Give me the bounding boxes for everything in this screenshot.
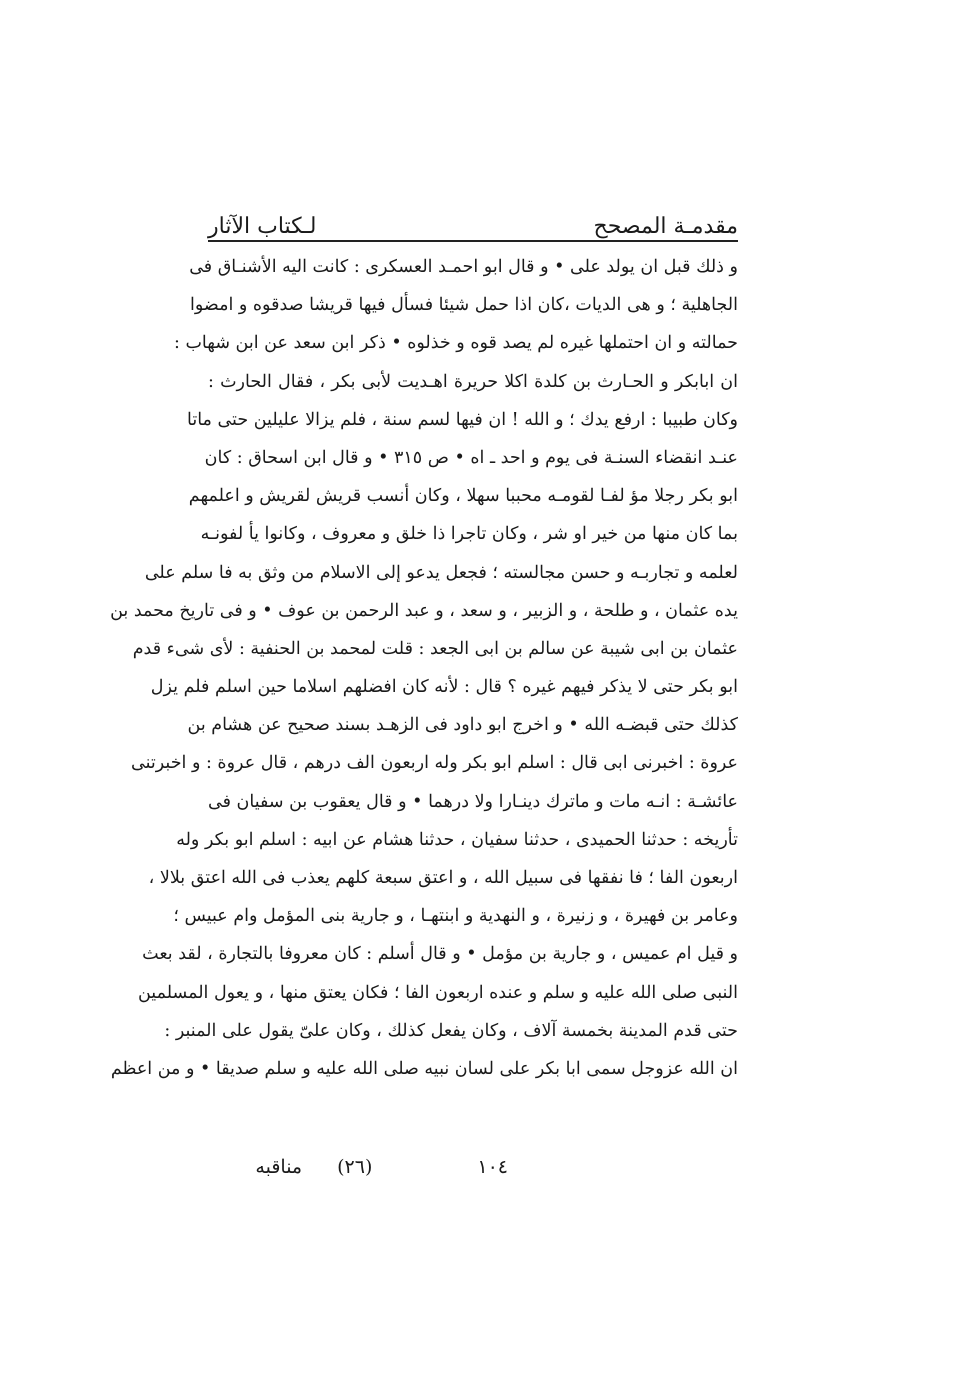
text-line: الجاهلية ؛ و هى الديات ،كان اذا حمل شيئا فسأل فيها قريشا صدقوه و امضوا [190,295,738,316]
text-line: عروة : اخبرنى ابى قال : اسلم ابو بكر وله اربعون الف درهم ، قال عروة : و اخبرتنى [131,753,738,774]
text-line: ان الله عزوجل سمى ابا بكر على لسان نبيه صلى الله عليه و سلم صديقا • و من اعظم [110,1058,738,1079]
text-line: يده عثمان ، و طلحة ، و الزبير ، و سعد ، و عبد الرحمن بن عوف • و فى تاريخ محمد بن [110,600,738,621]
text-line: عائشـة : انـه مات و ماترك دينـارا ولا درهما • و قال يعقوب بن سفيان فى [208,791,738,812]
text-line: ابو بكر حتى لا يذكر فيهم غيره ؟ قال : لأنه كان افضلهم اسلاما حين اسلم فلم يزل [150,677,738,698]
text-line: تأريخه : حدثنا الحميدى ، حدثنا سفيان ، حدثنا هشام عن ابيه : اسلم ابو بكر وله [176,829,738,850]
body-text [110,248,738,1088]
text-line: لعلمه و تجاربـه و حسن مجالسته ؛ فجعل يدعو إلى الاسلام من وثق به فا سلم على [144,562,738,583]
text-line: وكان طبيبا : ارفع يدك ؛ و الله ! ان فيها لسم سنة ، فلم يزالا عليلين حتى ماتا [187,409,738,430]
text-line: ان ابابكر و الحـارث بن كلدة اكلا حريرة اهـديت لأبى بكر ، فقال الحارث : [208,371,738,392]
page-footer [208,1150,508,1184]
text-line: حمالته و ان احتملها غيره لم يصد قوه و خذلوه • ذكر ابن سعد عن ابن شهاب : [174,333,738,354]
running-head [208,197,738,239]
page-number: ١٠٤ [477,1156,508,1178]
text-line: وعامر بن فهيرة ، و زنيرة ، و النهدية و ابنتهـا ، و جارية بنى المؤمل وام عبيس ؛ [173,906,738,927]
running-head-left: لـكتاب الآثار [208,214,317,239]
text-line: حتى قدم المدينة بخمسة آلاف ، وكان يفعل كذلك ، وكان علىّ يقول على المنبر : [164,1020,738,1041]
text-line: النبى صلى الله عليه و سلم و عنده اربعون الفا ؛ فكان يعتق منها ، و يعول المسلمين [137,982,738,1003]
text-line: و قيل ام عميس ، و جارية بن مؤمل • و قال أسلم : كان معروفا بالتجارة ، لقد بعث [142,944,738,965]
text-line: كذلك حتى قبضـه الله • و اخرج ابو داود فى الزهـد بسند صحيح عن هشام بن [187,715,738,736]
text-line: عنـد انقضاء السنـة فى يوم و احد ـ اه • ص ٣١٥ • و قال ابن اسحاق : كان [204,447,738,468]
text-line: ابو بكر رجلا مؤ لفـا لقومـه محببا سهلا ، وكان أنسب قريش لقريش و اعلمهم [188,486,738,507]
text-line: اربعون الفا ؛ فا نفقها فى سبيل الله ، و اعتق سبعة كلهم يعذب فى الله اعتق بلالا ، [148,868,738,888]
signature-number: (٢٦) [337,1156,373,1178]
text-line: و ذلك قبل ان يولد على • و قال ابو احمـد العسكرى : كانت اليه الأشنـاق فى [189,257,738,277]
text-line: عثمان بن ابى شيبة عن سالم بن ابى الجعد : قلت لمحمد بن الحنفية : لأى شىء قدم [132,638,738,659]
header-rule [208,240,738,242]
running-head-right: مقدمـة المصحح [593,214,738,239]
catchword: مناقبه [255,1156,303,1178]
text-line: بما كان منها من خير او شر ، وكان تاجرا ذا خلق و معروف ، وكانوا يأ لفونـه [200,524,738,545]
